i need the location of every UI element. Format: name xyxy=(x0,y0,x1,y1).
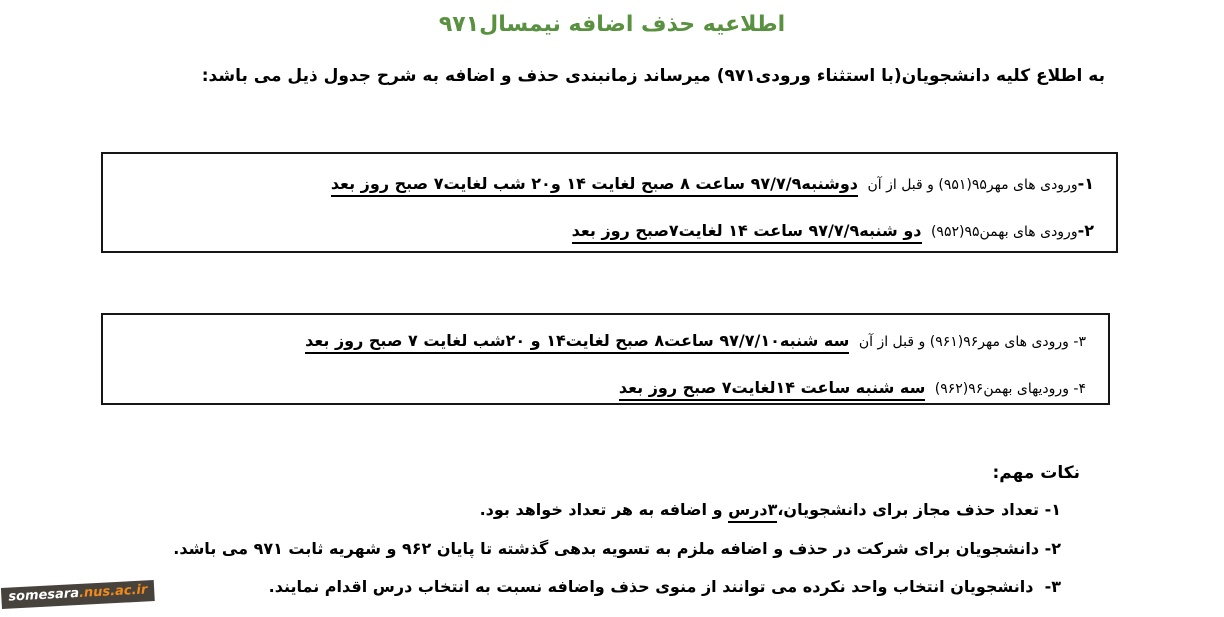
row-time: دو شنبه۹۷/۷/۹ ساعت ۱۴ لغایت۷صبح روز بعد xyxy=(572,221,922,244)
schedule-box-1 xyxy=(101,152,1118,253)
row-number: ۴- xyxy=(1068,381,1086,397)
schedule-row-4 xyxy=(103,374,1108,403)
watermark-site-name: somesara xyxy=(7,585,80,605)
note-text: ۲- دانشجویان برای شرکت در حذف و اضافه ملزم به تسویه بدهی گذشته تا پایان ۹۶۲ و شهریه ثابت ۹۷۱ می باشد. xyxy=(173,539,1061,558)
note-text: ۱- تعداد حذف مجاز برای دانشجویان، xyxy=(777,500,1061,519)
note-text: و اضافه به هر تعداد خواهد بود. xyxy=(479,500,729,519)
row-time: سه شنبه۹۷/۷/۱۰ ساعت۸ صبح لغایت۱۴ و ۲۰شب لغایت ۷ صبح روز بعد xyxy=(305,331,849,354)
watermark-domain-suffix: .nus.ac.ir xyxy=(78,582,148,601)
note-text: ۳- دانشجویان انتخاب واحد نکرده می توانند از منوی حذف واضافه نسبت به انتخاب درس اقدام نمایند. xyxy=(268,577,1061,596)
note-item-1 xyxy=(480,500,1061,519)
row-number: ۱- xyxy=(1077,174,1094,193)
row-time: دوشنبه۹۷/۷/۹ ساعت ۸ صبح لغایت ۱۴ و۲۰ شب لغایت۷ صبح روز بعد xyxy=(331,174,858,197)
row-number: ۲- xyxy=(1077,221,1094,240)
watermark-badge xyxy=(1,580,155,609)
schedule-row-3 xyxy=(103,327,1108,356)
page-title: اطلاعیه حذف اضافه نیمسال۹۷۱ xyxy=(438,12,786,37)
note-item-3 xyxy=(269,577,1061,596)
schedule-box-2 xyxy=(101,313,1110,405)
schedule-row-2 xyxy=(103,217,1116,246)
notes-heading: نکات مهم: xyxy=(992,463,1080,483)
schedule-row-1 xyxy=(103,170,1116,199)
note-underlined-text: ۳درس xyxy=(728,500,777,523)
row-group: ورودیهای بهمن۹۶(۹۶۲) xyxy=(930,381,1069,397)
row-group: ورودی های بهمن۹۵(۹۵۲) xyxy=(926,224,1078,240)
row-group: ورودی های مهر۹۵(۹۵۱) و قبل از آن xyxy=(863,177,1078,193)
intro-text: به اطلاع کلیه دانشجویان(با استثناء ورودی۹۷۱) میرساند زمانبندی حذف و اضافه به شرح جدول ذیل می باشد: xyxy=(201,66,1105,86)
row-group: ورودی های مهر۹۶(۹۶۱) و قبل از آن xyxy=(854,334,1069,350)
note-item-2 xyxy=(173,539,1061,558)
row-time: سه شنبه ساعت ۱۴لغایت۷ صبح روز بعد xyxy=(619,378,925,401)
row-number: ۳- xyxy=(1068,334,1086,350)
